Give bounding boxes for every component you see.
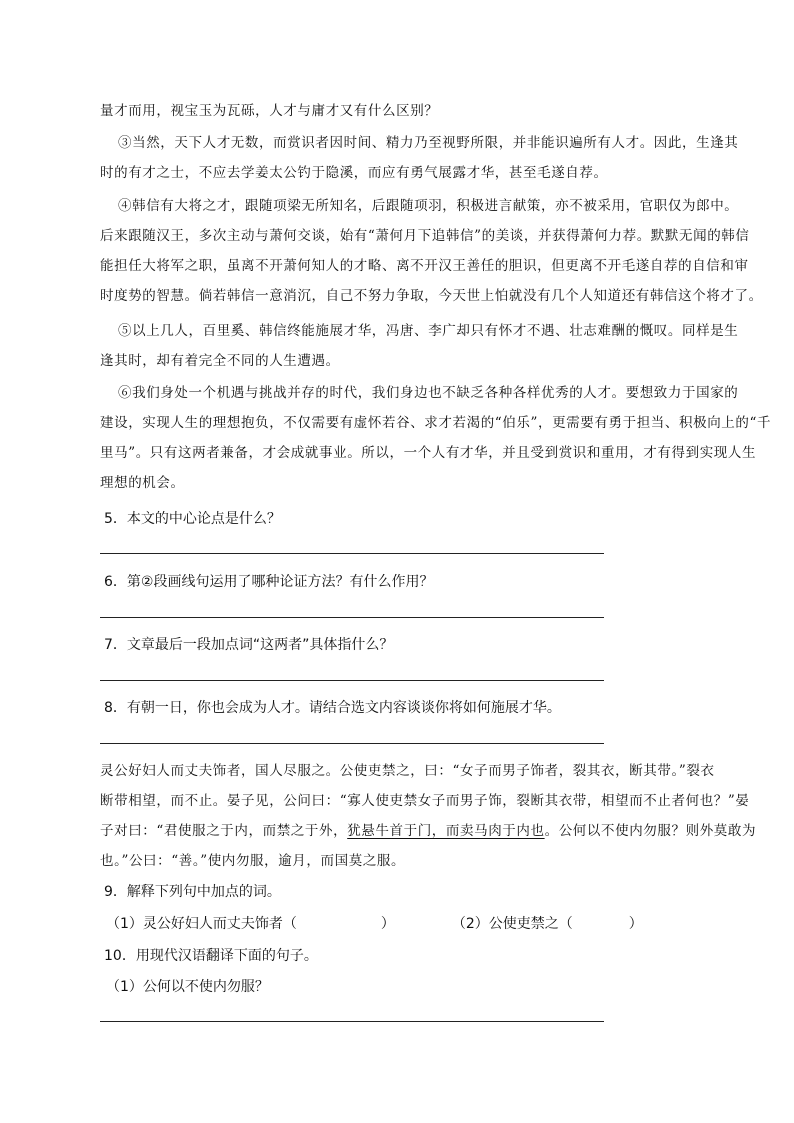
- question-9-items: [106, 913, 643, 933]
- passage-line: ⑤以上几人，百里奚、韩信终能施展才华，冯唐、李广却只有怀才不遇、壮志难酬的慨叹。同样是生: [118, 323, 739, 339]
- passage-paragraph-6: [100, 378, 772, 498]
- passage-line: 里马”。只有这两者兼备，才会成就事业。所以，一个人有才华，并且受到赏识和重用，才有得到实现人生: [100, 445, 757, 461]
- passage-line: 逢其时，却有着完全不同的人生遭遇。: [100, 353, 340, 369]
- question-9: 9．解释下列句中加点的词。: [104, 884, 281, 900]
- passage-line: 后来跟随汉王，多次主动与萧何交谈，始有“萧何月下追韩信”的美谈，并获得萧何力荐。默默无闻的韩信: [100, 228, 750, 244]
- classical-text: 子对曰：“君使服之于内，而禁之于外，: [100, 823, 348, 839]
- question-9-2-label: （2）公使吏禁之（: [451, 916, 573, 932]
- question-5: 5．本文的中心论点是什么？: [104, 511, 281, 527]
- question-9-1-close: ）: [380, 916, 395, 932]
- answer-line-q8[interactable]: [100, 743, 604, 744]
- passage-line: 时度势的智慧。倘若韩信一意消沉，自己不努力争取，今天世上怕就没有几个人知道还有韩信这个将才了。: [100, 288, 763, 304]
- classical-text: 。公何以不使内勿服？则外莫敢为: [544, 823, 757, 839]
- underlined-sentence: 犹悬牛首于门，而卖马肉于内也: [347, 823, 545, 839]
- passage-line: 理想的机会。: [100, 475, 185, 491]
- passage-line: 时的有才之士，不应去学姜太公钓于隐溪，而应有勇气展露才华，甚至毛遂自荐。: [100, 165, 608, 181]
- classical-line: [100, 816, 757, 846]
- passage-line: 能担任大将军之职，虽离不开萧何知人的才略、离不开汉王善任的胆识，但更离不开毛遂自荐的自信和审: [100, 258, 749, 274]
- classical-line: 断带相望，而不止。晏子见，公问曰：“寡人使吏禁女子而男子饰，裂断其衣带，相望而不止者何也？”晏: [100, 793, 750, 809]
- question-10: 10．用现代汉语翻译下面的句子。: [104, 948, 318, 964]
- answer-line-q10-1[interactable]: [100, 1021, 604, 1022]
- classical-line: 也。”公曰：“善。”使内勿服，逾月，而国莫之服。: [100, 853, 406, 869]
- passage-paragraph-3: [100, 128, 739, 188]
- passage-intro: [100, 96, 700, 126]
- question-7: 7．文章最后一段加点词“这两者”具体指什么？: [104, 637, 394, 653]
- question-9-2-close: ）: [628, 916, 643, 932]
- passage-line: 建设，实现人生的理想抱负，不仅需要有虚怀若谷、求才若渴的“伯乐”，更需要有勇于担当、积极向上的“千: [100, 415, 772, 431]
- answer-line-q5[interactable]: [100, 553, 604, 554]
- answer-line-q6[interactable]: [100, 617, 604, 618]
- question-6: 6．第②段画线句运用了哪种论证方法？有什么作用？: [104, 574, 434, 590]
- passage-line: ⑥我们身处一个机遇与挑战并存的时代，我们身边也不缺乏各种各样优秀的人才。要想致力于国家的: [118, 385, 739, 401]
- passage-paragraph-4: [100, 191, 763, 311]
- passage-line: 量才而用，视宝玉为瓦砾，人才与庸才又有什么区别？: [100, 103, 439, 119]
- question-9-1-label: （1）灵公好妇人而丈夫饰者（: [106, 916, 297, 932]
- question-8: 8．有朝一日，你也会成为人才。请结合选文内容谈谈你将如何施展才华。: [104, 700, 561, 716]
- classical-line: 灵公好妇人而丈夫饰者，国人尽服之。公使吏禁之，曰：“女子而男子饰者，裂其衣，断其带。”裂衣: [100, 763, 715, 779]
- question-10-1: （1）公何以不使内勿服？: [106, 979, 269, 995]
- classical-passage: [100, 756, 757, 876]
- passage-paragraph-5: [100, 316, 739, 376]
- passage-line: ③当然，天下人才无数，而赏识者因时间、精力乃至视野所限，并非能识遍所有人才。因此，生逢其: [118, 135, 739, 151]
- passage-line: ④韩信有大将之才，跟随项梁无所知名，后跟随项羽，积极进言献策，亦不被采用，官职仅为郎中。: [118, 198, 739, 214]
- answer-line-q7[interactable]: [100, 680, 604, 681]
